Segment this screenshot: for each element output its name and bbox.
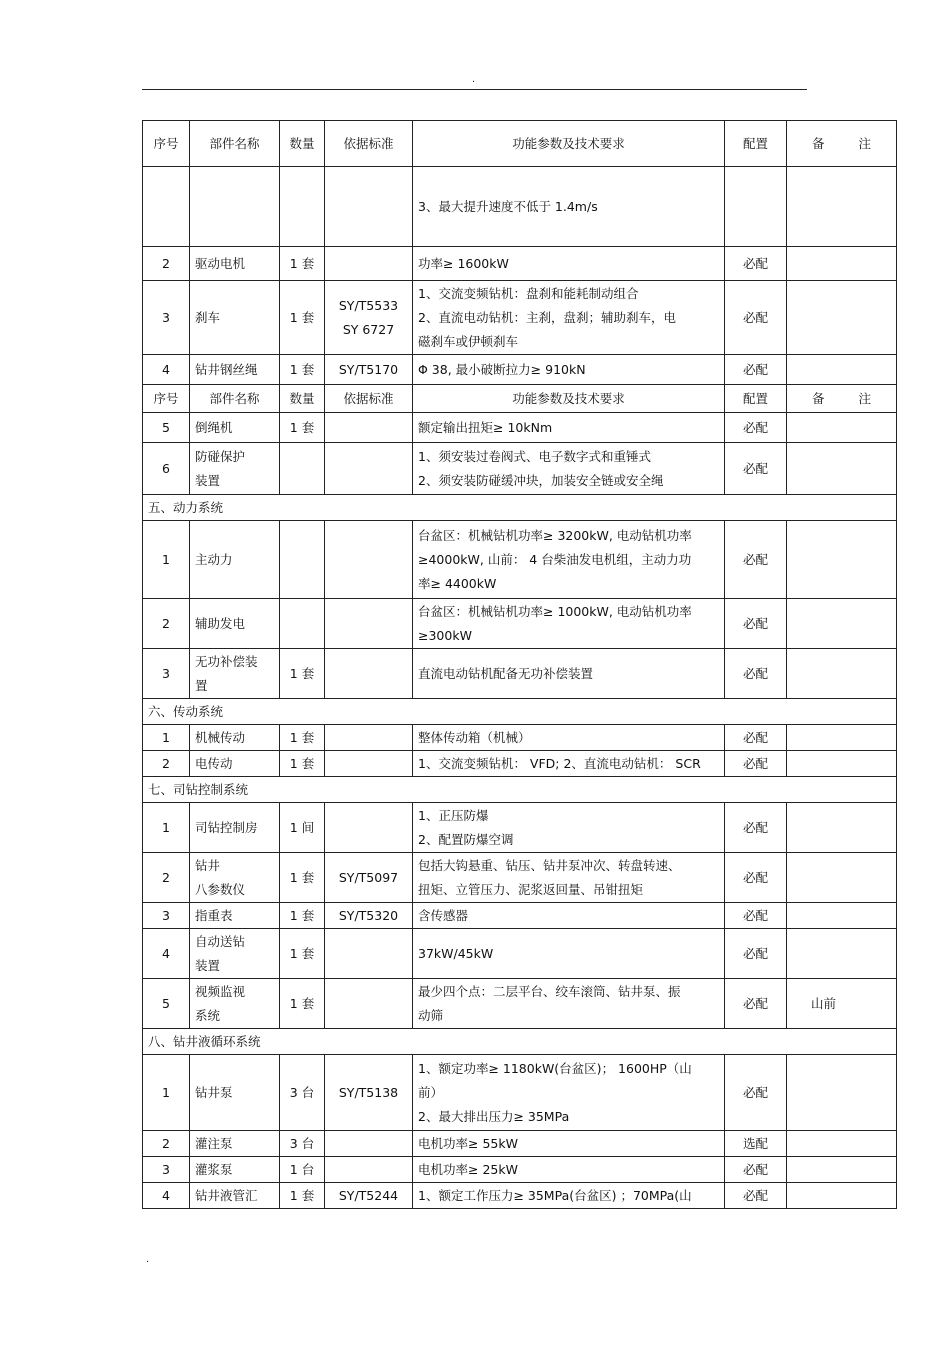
row-name: 刹车 bbox=[190, 281, 280, 355]
row-params bbox=[413, 853, 725, 903]
row-params bbox=[413, 247, 725, 281]
row-config: 选配 bbox=[725, 1131, 787, 1157]
row-config: 必配 bbox=[725, 1157, 787, 1183]
row-name-line: 自动送钻 bbox=[195, 933, 246, 949]
param-line: 3、最大提升速度不低于 1.4m/s bbox=[418, 198, 598, 214]
row-params bbox=[413, 649, 725, 699]
row-no: 2 bbox=[143, 853, 190, 903]
row-standard bbox=[325, 1131, 413, 1157]
row-note: 山前 bbox=[787, 979, 897, 1029]
row-config: 必配 bbox=[725, 413, 787, 443]
param-line: 1、须安装过卷阀式、电子数字式和重锤式 bbox=[418, 448, 651, 464]
row-no: 4 bbox=[143, 929, 190, 979]
row-name: 驱动电机 bbox=[190, 247, 280, 281]
row-no bbox=[143, 167, 190, 247]
section-row bbox=[143, 777, 897, 803]
row-standard bbox=[325, 929, 413, 979]
row-no: 1 bbox=[143, 1055, 190, 1131]
row-name: 灌浆泵 bbox=[190, 1157, 280, 1183]
table-row bbox=[143, 167, 897, 247]
row-no: 3 bbox=[143, 903, 190, 929]
row-qty: 3 台 bbox=[280, 1055, 325, 1131]
header-note bbox=[787, 385, 897, 413]
row-params bbox=[413, 355, 725, 385]
row-name bbox=[190, 979, 280, 1029]
row-note bbox=[787, 929, 897, 979]
row-qty bbox=[280, 599, 325, 649]
row-note bbox=[787, 803, 897, 853]
row-config: 必配 bbox=[725, 599, 787, 649]
row-name bbox=[190, 167, 280, 247]
row-standard: SY/T5244 bbox=[325, 1183, 413, 1209]
row-standard bbox=[325, 1157, 413, 1183]
row-params bbox=[413, 1183, 725, 1209]
table-row bbox=[143, 903, 897, 929]
row-standard-line: SY 6727 bbox=[342, 321, 395, 337]
header-params: 功能参数及技术要求 bbox=[413, 385, 725, 413]
table-row bbox=[143, 929, 897, 979]
row-name bbox=[190, 443, 280, 495]
row-config: 必配 bbox=[725, 649, 787, 699]
row-qty: 1 台 bbox=[280, 1157, 325, 1183]
row-qty: 1 套 bbox=[280, 355, 325, 385]
section-title: 六、传动系统 bbox=[143, 699, 897, 725]
param-line: 电机功率≥ 25kW bbox=[418, 1161, 518, 1177]
row-note bbox=[787, 355, 897, 385]
row-name: 钻井泵 bbox=[190, 1055, 280, 1131]
row-config: 必配 bbox=[725, 443, 787, 495]
row-standard bbox=[325, 649, 413, 699]
header-name: 部件名称 bbox=[190, 121, 280, 167]
row-config: 必配 bbox=[725, 853, 787, 903]
param-line: 最少四个点：二层平台、绞车滚筒、钻井泵、振 bbox=[418, 983, 681, 999]
row-config: 必配 bbox=[725, 521, 787, 599]
row-note bbox=[787, 1131, 897, 1157]
param-line: 整体传动箱（机械） bbox=[418, 729, 531, 745]
param-line: 1、正压防爆 bbox=[418, 807, 489, 823]
row-name: 电传动 bbox=[190, 751, 280, 777]
row-no: 4 bbox=[143, 355, 190, 385]
row-params bbox=[413, 1131, 725, 1157]
row-params bbox=[413, 929, 725, 979]
header-no: 序号 bbox=[143, 385, 190, 413]
row-qty: 1 套 bbox=[280, 979, 325, 1029]
row-standard bbox=[325, 521, 413, 599]
row-name-line: 钻井 bbox=[195, 857, 221, 873]
header-qty: 数量 bbox=[280, 385, 325, 413]
row-name-line: 装置 bbox=[195, 957, 221, 973]
table-row bbox=[143, 443, 897, 495]
table-header-row bbox=[143, 121, 897, 167]
header-rule bbox=[142, 89, 807, 90]
table-row bbox=[143, 281, 897, 355]
row-standard bbox=[325, 443, 413, 495]
table-row bbox=[143, 725, 897, 751]
row-qty: 1 套 bbox=[280, 1183, 325, 1209]
header-qty: 数量 bbox=[280, 121, 325, 167]
row-name bbox=[190, 929, 280, 979]
row-config: 必配 bbox=[725, 903, 787, 929]
table-row bbox=[143, 521, 897, 599]
row-name-line: 防碰保护 bbox=[195, 448, 246, 464]
param-line: 1、交流变频钻机： VFD; 2、直流电动钻机： SCR bbox=[418, 755, 701, 771]
row-name bbox=[190, 853, 280, 903]
param-line: ≥300kW bbox=[418, 627, 472, 643]
table-row bbox=[143, 649, 897, 699]
row-config: 必配 bbox=[725, 751, 787, 777]
param-line: 1、额定功率≥ 1180kW(台盆区)； 1600HP（山 bbox=[418, 1060, 692, 1076]
table-row bbox=[143, 979, 897, 1029]
header-note bbox=[787, 121, 897, 167]
row-standard: SY/T5138 bbox=[325, 1055, 413, 1131]
row-note bbox=[787, 413, 897, 443]
row-name-line: 无功补偿装 bbox=[195, 653, 258, 669]
table-row bbox=[143, 1055, 897, 1131]
row-no: 2 bbox=[143, 247, 190, 281]
row-no: 3 bbox=[143, 281, 190, 355]
row-no: 1 bbox=[143, 725, 190, 751]
param-line: 电机功率≥ 55kW bbox=[418, 1135, 518, 1151]
row-name: 钻井钢丝绳 bbox=[190, 355, 280, 385]
table-row bbox=[143, 751, 897, 777]
row-no: 2 bbox=[143, 599, 190, 649]
row-params bbox=[413, 521, 725, 599]
param-line: 包括大钩悬重、钻压、钻井泵冲次、转盘转速、 bbox=[418, 857, 681, 873]
row-standard: SY/T5320 bbox=[325, 903, 413, 929]
row-note bbox=[787, 281, 897, 355]
row-standard bbox=[325, 751, 413, 777]
header-params: 功能参数及技术要求 bbox=[413, 121, 725, 167]
section-row bbox=[143, 699, 897, 725]
param-line: 前） bbox=[418, 1084, 444, 1100]
row-note bbox=[787, 725, 897, 751]
row-standard bbox=[325, 281, 413, 355]
row-config: 必配 bbox=[725, 281, 787, 355]
row-qty bbox=[280, 521, 325, 599]
row-name: 司钻控制房 bbox=[190, 803, 280, 853]
row-standard: SY/T5170 bbox=[325, 355, 413, 385]
row-name: 主动力 bbox=[190, 521, 280, 599]
table-row bbox=[143, 803, 897, 853]
row-note bbox=[787, 903, 897, 929]
param-line: 功率≥ 1600kW bbox=[418, 255, 509, 271]
row-config bbox=[725, 167, 787, 247]
row-config: 必配 bbox=[725, 1183, 787, 1209]
row-config: 必配 bbox=[725, 247, 787, 281]
row-params bbox=[413, 413, 725, 443]
param-line: 扭矩、立管压力、泥浆返回量、吊钳扭矩 bbox=[418, 881, 644, 897]
param-line: 1、交流变频钻机：盘刹和能耗制动组合 bbox=[418, 285, 639, 301]
section-title: 五、动力系统 bbox=[143, 495, 897, 521]
row-note bbox=[787, 1183, 897, 1209]
row-note bbox=[787, 649, 897, 699]
page-bottom-mark: . bbox=[146, 1254, 150, 1265]
row-no: 3 bbox=[143, 1157, 190, 1183]
param-line: 2、直流电动钻机：主刹，盘刹；辅助刹车，电 bbox=[418, 309, 676, 325]
row-name-line: 八参数仪 bbox=[195, 881, 246, 897]
row-standard bbox=[325, 725, 413, 751]
row-qty: 1 套 bbox=[280, 281, 325, 355]
param-line: ≥4000kW, 山前： 4 台柴油发电机组，主动力功 bbox=[418, 551, 692, 567]
row-note bbox=[787, 167, 897, 247]
row-params bbox=[413, 281, 725, 355]
param-line: 额定输出扭矩≥ 10kNm bbox=[418, 419, 553, 435]
row-params bbox=[413, 1055, 725, 1131]
row-qty: 1 套 bbox=[280, 649, 325, 699]
row-standard bbox=[325, 413, 413, 443]
row-name-line: 置 bbox=[195, 677, 208, 693]
param-line: 直流电动钻机配备无功补偿装置 bbox=[418, 665, 594, 681]
param-line: 率≥ 4400kW bbox=[418, 575, 497, 591]
spec-table bbox=[142, 120, 897, 1209]
param-line: 2、须安装防碰缓冲块，加装安全链或安全绳 bbox=[418, 472, 664, 488]
param-line: 含传感器 bbox=[418, 907, 469, 923]
table-row bbox=[143, 853, 897, 903]
row-note bbox=[787, 1055, 897, 1131]
section-row bbox=[143, 1029, 897, 1055]
row-note bbox=[787, 1157, 897, 1183]
row-no: 3 bbox=[143, 649, 190, 699]
row-qty bbox=[280, 443, 325, 495]
row-config: 必配 bbox=[725, 929, 787, 979]
row-config: 必配 bbox=[725, 803, 787, 853]
page-top-mark: . bbox=[472, 74, 476, 85]
param-line: 台盆区：机械钻机功率≥ 1000kW, 电动钻机功率 bbox=[418, 603, 692, 619]
section-title: 八、钻井液循环系统 bbox=[143, 1029, 897, 1055]
row-config: 必配 bbox=[725, 355, 787, 385]
row-params bbox=[413, 903, 725, 929]
header-standard: 依据标准 bbox=[325, 385, 413, 413]
row-qty: 1 套 bbox=[280, 413, 325, 443]
table-row bbox=[143, 1157, 897, 1183]
row-params bbox=[413, 1157, 725, 1183]
row-no: 1 bbox=[143, 803, 190, 853]
row-name: 倒绳机 bbox=[190, 413, 280, 443]
row-name: 指重表 bbox=[190, 903, 280, 929]
table-row bbox=[143, 247, 897, 281]
row-standard-line: SY/T5533 bbox=[338, 297, 399, 313]
row-name-line: 系统 bbox=[195, 1007, 221, 1023]
header-config: 配置 bbox=[725, 385, 787, 413]
param-line: 2、最大排出压力≥ 35MPa bbox=[418, 1108, 570, 1124]
header-name: 部件名称 bbox=[190, 385, 280, 413]
row-qty: 1 套 bbox=[280, 903, 325, 929]
row-no: 5 bbox=[143, 413, 190, 443]
header-note-b: 注 bbox=[858, 135, 872, 151]
row-config: 必配 bbox=[725, 725, 787, 751]
row-standard bbox=[325, 803, 413, 853]
row-name: 辅助发电 bbox=[190, 599, 280, 649]
row-params bbox=[413, 751, 725, 777]
table-header-row bbox=[143, 385, 897, 413]
table-row bbox=[143, 413, 897, 443]
row-name: 灌注泵 bbox=[190, 1131, 280, 1157]
row-params bbox=[413, 167, 725, 247]
param-line: 台盆区：机械钻机功率≥ 3200kW, 电动钻机功率 bbox=[418, 527, 692, 543]
section-title: 七、司钻控制系统 bbox=[143, 777, 897, 803]
row-no: 2 bbox=[143, 1131, 190, 1157]
row-name: 机械传动 bbox=[190, 725, 280, 751]
param-line: Φ 38, 最小破断拉力≥ 910kN bbox=[418, 361, 586, 377]
param-line: 动筛 bbox=[418, 1007, 444, 1023]
header-config: 配置 bbox=[725, 121, 787, 167]
table-row bbox=[143, 355, 897, 385]
row-note bbox=[787, 443, 897, 495]
row-name bbox=[190, 649, 280, 699]
row-name: 钻井液管汇 bbox=[190, 1183, 280, 1209]
row-standard bbox=[325, 599, 413, 649]
row-note bbox=[787, 247, 897, 281]
row-qty: 1 套 bbox=[280, 725, 325, 751]
row-standard bbox=[325, 167, 413, 247]
row-qty: 1 间 bbox=[280, 803, 325, 853]
row-standard bbox=[325, 979, 413, 1029]
table-row bbox=[143, 1183, 897, 1209]
row-standard: SY/T5097 bbox=[325, 853, 413, 903]
header-note-b: 注 bbox=[858, 390, 872, 406]
row-standard bbox=[325, 247, 413, 281]
row-no: 6 bbox=[143, 443, 190, 495]
row-note bbox=[787, 853, 897, 903]
row-no: 1 bbox=[143, 521, 190, 599]
row-params bbox=[413, 979, 725, 1029]
row-no: 2 bbox=[143, 751, 190, 777]
header-note-a: 备 bbox=[811, 135, 825, 151]
row-no: 5 bbox=[143, 979, 190, 1029]
section-row bbox=[143, 495, 897, 521]
param-line: 1、额定工作压力≥ 35MPa(台盆区) ；70MPa(山 bbox=[418, 1187, 692, 1203]
header-standard: 依据标准 bbox=[325, 121, 413, 167]
row-qty: 1 套 bbox=[280, 929, 325, 979]
row-params bbox=[413, 599, 725, 649]
row-config: 必配 bbox=[725, 979, 787, 1029]
row-qty: 1 套 bbox=[280, 247, 325, 281]
param-line: 2、配置防爆空调 bbox=[418, 831, 514, 847]
header-no: 序号 bbox=[143, 121, 190, 167]
row-qty: 3 台 bbox=[280, 1131, 325, 1157]
row-note bbox=[787, 521, 897, 599]
row-qty bbox=[280, 167, 325, 247]
table-row bbox=[143, 599, 897, 649]
header-note-a: 备 bbox=[811, 390, 825, 406]
row-params bbox=[413, 725, 725, 751]
row-qty: 1 套 bbox=[280, 751, 325, 777]
param-line: 磁刹车或伊顿刹车 bbox=[418, 333, 519, 349]
row-note bbox=[787, 599, 897, 649]
row-params bbox=[413, 803, 725, 853]
row-qty: 1 套 bbox=[280, 853, 325, 903]
row-config: 必配 bbox=[725, 1055, 787, 1131]
param-line: 37kW/45kW bbox=[418, 945, 494, 961]
row-name-line: 装置 bbox=[195, 472, 221, 488]
row-params bbox=[413, 443, 725, 495]
row-name-line: 视频监视 bbox=[195, 983, 246, 999]
row-no: 4 bbox=[143, 1183, 190, 1209]
table-row bbox=[143, 1131, 897, 1157]
row-note bbox=[787, 751, 897, 777]
